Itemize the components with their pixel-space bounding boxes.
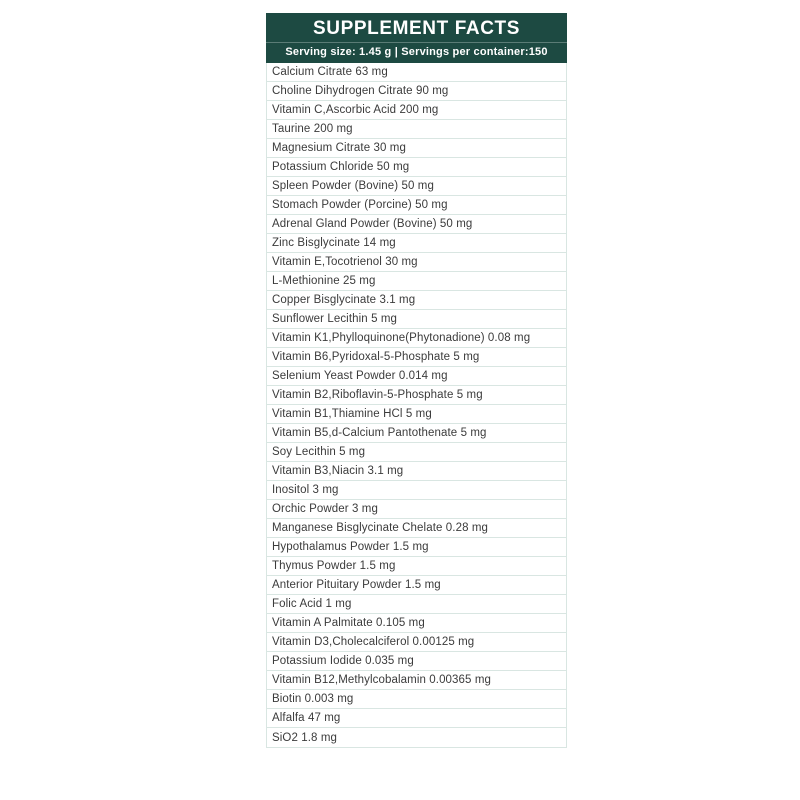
ingredient-row xyxy=(267,158,566,177)
ingredient-text: Hypothalamus Powder 1.5 mg xyxy=(272,541,429,553)
ingredient-row xyxy=(267,234,566,253)
ingredient-text: Vitamin C,Ascorbic Acid 200 mg xyxy=(272,104,439,116)
facts-title: SUPPLEMENT FACTS xyxy=(312,18,520,39)
ingredient-text: Choline Dihydrogen Citrate 90 mg xyxy=(272,85,449,97)
supplement-facts-label xyxy=(266,13,567,748)
ingredient-text: Copper Bisglycinate 3.1 mg xyxy=(272,294,416,306)
ingredient-row xyxy=(267,215,566,234)
facts-header xyxy=(266,13,567,63)
ingredient-row xyxy=(267,500,566,519)
ingredient-text: Vitamin K1,Phylloquinone(Phytonadione) 0.08 mg xyxy=(272,332,531,344)
ingredient-row xyxy=(267,329,566,348)
ingredient-text: Adrenal Gland Powder (Bovine) 50 mg xyxy=(272,218,473,230)
ingredient-row xyxy=(267,690,566,709)
ingredient-text: Calcium Citrate 63 mg xyxy=(272,66,388,78)
ingredient-row xyxy=(267,595,566,614)
ingredient-text: Vitamin E,Tocotrienol 30 mg xyxy=(272,256,418,268)
ingredient-row xyxy=(267,709,566,728)
ingredient-text: Vitamin A Palmitate 0.105 mg xyxy=(272,617,425,629)
serving-info: Serving size: 1.45 g | Servings per container:150 xyxy=(285,46,548,58)
ingredient-row xyxy=(267,348,566,367)
ingredient-row xyxy=(267,196,566,215)
ingredient-row xyxy=(267,120,566,139)
ingredient-text: Vitamin B2,Riboflavin-5-Phosphate 5 mg xyxy=(272,389,483,401)
ingredient-row xyxy=(267,481,566,500)
ingredient-row xyxy=(267,63,566,82)
ingredient-row xyxy=(267,101,566,120)
ingredient-text: SiO2 1.8 mg xyxy=(272,731,338,744)
ingredient-text: Vitamin D3,Cholecalciferol 0.00125 mg xyxy=(272,636,475,648)
ingredient-text: Vitamin B3,Niacin 3.1 mg xyxy=(272,465,404,477)
ingredient-text: Spleen Powder (Bovine) 50 mg xyxy=(272,180,434,192)
ingredient-row xyxy=(267,386,566,405)
ingredient-text: Vitamin B6,Pyridoxal-5-Phosphate 5 mg xyxy=(272,351,480,363)
ingredient-row xyxy=(267,728,566,747)
ingredient-row xyxy=(267,614,566,633)
ingredient-row xyxy=(267,82,566,101)
ingredient-row xyxy=(267,253,566,272)
ingredient-row xyxy=(267,633,566,652)
ingredient-text: Zinc Bisglycinate 14 mg xyxy=(272,237,396,249)
ingredient-text: Selenium Yeast Powder 0.014 mg xyxy=(272,370,448,382)
ingredient-text: Anterior Pituitary Powder 1.5 mg xyxy=(272,579,441,591)
ingredient-row xyxy=(267,652,566,671)
ingredient-row xyxy=(267,291,566,310)
ingredient-row xyxy=(267,671,566,690)
ingredient-row xyxy=(267,557,566,576)
ingredient-row xyxy=(267,405,566,424)
ingredient-text: Biotin 0.003 mg xyxy=(272,693,354,705)
ingredient-row xyxy=(267,576,566,595)
ingredient-text: Orchic Powder 3 mg xyxy=(272,503,378,515)
ingredient-row xyxy=(267,519,566,538)
ingredient-text: Inositol 3 mg xyxy=(272,484,339,496)
ingredient-text: Magnesium Citrate 30 mg xyxy=(272,142,406,154)
ingredient-row xyxy=(267,367,566,386)
ingredient-text: Stomach Powder (Porcine) 50 mg xyxy=(272,199,448,211)
ingredient-list xyxy=(266,63,567,748)
ingredient-text: Vitamin B12,Methylcobalamin 0.00365 mg xyxy=(272,674,492,686)
ingredient-text: Vitamin B1,Thiamine HCl 5 mg xyxy=(272,408,432,420)
ingredient-text: Folic Acid 1 mg xyxy=(272,598,352,610)
ingredient-text: L-Methionine 25 mg xyxy=(272,275,376,287)
ingredient-row xyxy=(267,310,566,329)
ingredient-row xyxy=(267,462,566,481)
ingredient-row xyxy=(267,272,566,291)
ingredient-text: Sunflower Lecithin 5 mg xyxy=(272,313,398,325)
ingredient-text: Vitamin B5,d-Calcium Pantothenate 5 mg xyxy=(272,427,487,439)
ingredient-text: Potassium Iodide 0.035 mg xyxy=(272,655,414,667)
ingredient-row xyxy=(267,424,566,443)
ingredient-text: Manganese Bisglycinate Chelate 0.28 mg xyxy=(272,522,489,534)
ingredient-text: Alfalfa 47 mg xyxy=(272,712,341,724)
ingredient-text: Taurine 200 mg xyxy=(272,123,353,135)
ingredient-text: Soy Lecithin 5 mg xyxy=(272,446,366,458)
ingredient-row xyxy=(267,177,566,196)
ingredient-row xyxy=(267,139,566,158)
ingredient-text: Thymus Powder 1.5 mg xyxy=(272,560,396,572)
ingredient-row xyxy=(267,538,566,557)
ingredient-row xyxy=(267,443,566,462)
ingredient-text: Potassium Chloride 50 mg xyxy=(272,161,410,173)
